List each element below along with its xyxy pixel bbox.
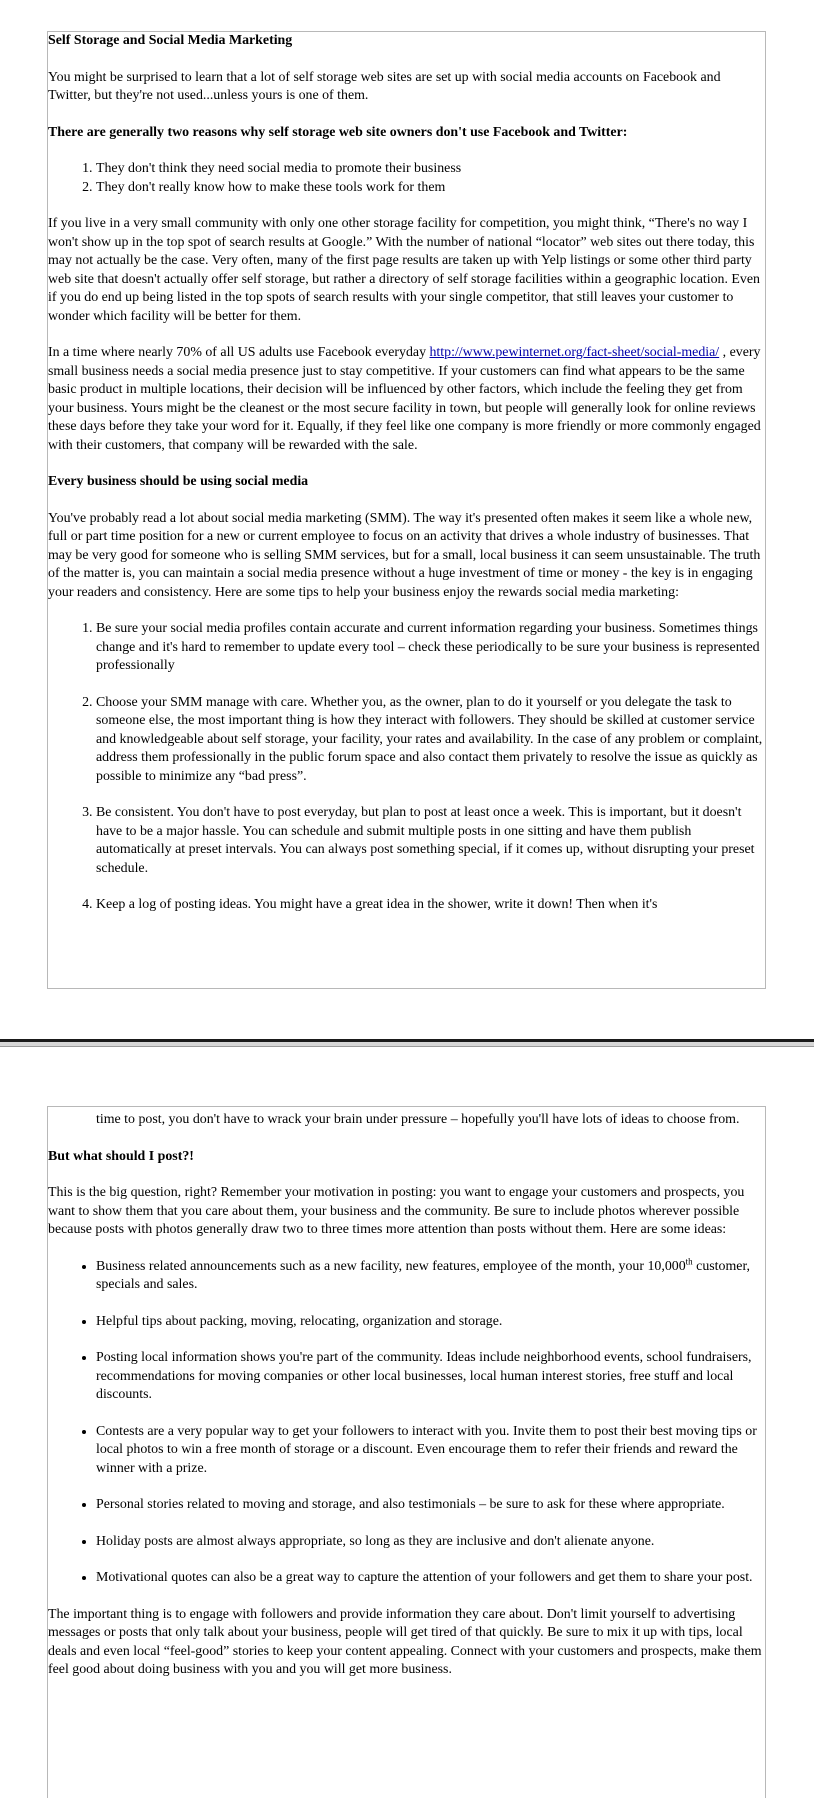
list-item: • Motivational quotes can also be a great way to capture the attention of your followers and get them to share your post. <box>96 1569 765 1588</box>
list-item: 4. Keep a log of posting ideas. You might have a great idea in the shower, write it down! Then when it's <box>96 896 765 915</box>
intro-paragraph: You might be surprised to learn that a lot of self storage web sites are set up with social media accounts on Facebook and Twitter, but they're not used...unless yours is one of them. <box>48 69 721 103</box>
list-item: • Contests are a very popular way to get your followers to interact with you. Invite them to post their best moving tips or local photos to win a free month of storage or a discount. Even encourage them to refer their friends and reward the winner with a prize. <box>96 1423 765 1479</box>
smm-paragraph: You've probably read a lot about social media marketing (SMM). The way it's presented often makes it seem like a whole new, full or part time position for a new or current employee to focus on an activity that drives a whole industry of businesses. That may be very good for someone who is selling SMM services, but for a small, local business it can seem unsustainable. The truth of the matter is, you can maintain a social media presence without a huge investment of time or money - the key is in engaging your readers and consistency. Here are some tips to help your business enjoy the rewards social media marketing: <box>48 510 761 600</box>
list-item: 3. Be consistent. You don't have to post everyday, but plan to post at least once a week. This is important, but it doesn't have to be a major hassle. You can schedule and submit multiple posts in one sitting and have them publish automatically at preset intervals. You can always post something special, if it comes up, without disrupting your preset schedule. <box>96 804 765 878</box>
big-question-paragraph: This is the big question, right? Remember your motivation in posting: you want to engage your customers and prospects, you want to show them that you care about them, your business and the community. Be sure to include photos wherever possible because posts with photos generally draw two to three times more attention than posts without them. Here are some ideas: <box>48 1185 745 1237</box>
tip-4-continued: time to post, you don't have to wrack your brain under pressure – hopefully you'll have lots of ideas to choose from. <box>96 1112 740 1127</box>
facebook-paragraph <box>48 344 765 455</box>
ideas-list <box>48 1255 765 1588</box>
facebook-text-after: , every small business needs a social media presence just to stay competitive. If your customers can find what appears to be the same basic product in multiple locations, their decision will be influenced by other factors, which include the feeling they get from your business. Yours might be the cleanest or the most secure facility in town, but people will generally look for online reviews these days before they take your word for it. Equally, if they feel like one company is more friendly or more commonly engaged with their customers, that company will be rewarded with the sale. <box>48 345 761 453</box>
document-page-2 <box>47 1106 766 1798</box>
every-business-heading: Every business should be using social media <box>48 474 309 489</box>
what-to-post-heading: But what should I post?! <box>48 1148 194 1164</box>
closing-paragraph: The important thing is to engage with followers and provide information they care about. Don't limit yourself to advertising messages or posts that only talk about your business, people will get tired of that quickly. Be sure to mix it up with tips, local deals and even local “feel-good” stories to keep your content appealing. Connect with your customers and prospects, make them feel good about doing business with you and you will get more business. <box>48 1606 762 1677</box>
ordinal-suffix: th <box>685 1255 693 1266</box>
list-item: • Holiday posts are almost always appropriate, so long as they are inclusive and don't alienate anyone. <box>96 1533 765 1552</box>
page-1-content <box>48 32 765 933</box>
list-item: • Posting local information shows you're part of the community. Ideas include neighborhood events, school fundraisers, recommendations for moving companies or other local businesses, local human interest stories, free stuff and local discounts. <box>96 1349 765 1405</box>
reasons-list <box>48 160 765 197</box>
facebook-text-before: In a time where nearly 70% of all US adults use Facebook everyday <box>48 345 430 360</box>
list-item: 2. They don't really know how to make these tools work for them <box>96 179 765 198</box>
page-2-content <box>48 1107 765 1698</box>
document-page-1 <box>47 31 766 989</box>
list-item: • Helpful tips about packing, moving, relocating, organization and storage. <box>96 1313 765 1332</box>
small-community-paragraph: If you live in a very small community with only one other storage facility for competition, you might think, “There's no way I won't show up in the top spot of search results at Google.” With the number of national “locator” web sites out there today, this may not actually be the case. Very often, many of the first page results are taken up with Yelp listings or some other third party web site that doesn't actually offer self storage, but rather a directory of self storage facilities within a geographic location. Even if you do end up being listed in the top spots of search results with your single competitor, that still leaves your customer to wonder which facility will be better for them. <box>48 216 760 324</box>
list-item <box>96 1255 765 1295</box>
list-item: • Personal stories related to moving and storage, and also testimonials – be sure to ask for these where appropriate. <box>96 1496 765 1515</box>
idea-1-text-end: customer, specials and sales. <box>96 1258 750 1292</box>
page-separator <box>0 1039 814 1047</box>
document-title: Self Storage and Social Media Marketing <box>48 33 293 48</box>
tips-list <box>48 620 765 915</box>
reasons-heading: There are generally two reasons why self storage web site owners don't use Facebook and Twitter: <box>48 124 628 140</box>
list-item: 1. They don't think they need social media to promote their business <box>96 160 765 179</box>
pew-research-link[interactable]: http://www.pewinternet.org/fact-sheet/social-media/ <box>429 345 720 360</box>
list-item: 2. Choose your SMM manage with care. Whether you, as the owner, plan to do it yourself or you delegate the task to someone else, the most important thing is how they interact with followers. They should be skilled at customer service and knowledgeable about self storage, your facility, your rates and availability. In the case of any problem or complaint, address them professionally in the public forum space and also contact them privately to resolve the issue as quickly as possible to minimize any “bad press”. <box>96 694 765 787</box>
list-item: 1. Be sure your social media profiles contain accurate and current information regarding your business. Sometimes things change and it's hard to remember to update every tool – check these periodically to be sure your business is represented professionally <box>96 620 765 676</box>
idea-1-text: Business related announcements such as a new facility, new features, employee of the month, your 10,000 <box>96 1258 686 1274</box>
